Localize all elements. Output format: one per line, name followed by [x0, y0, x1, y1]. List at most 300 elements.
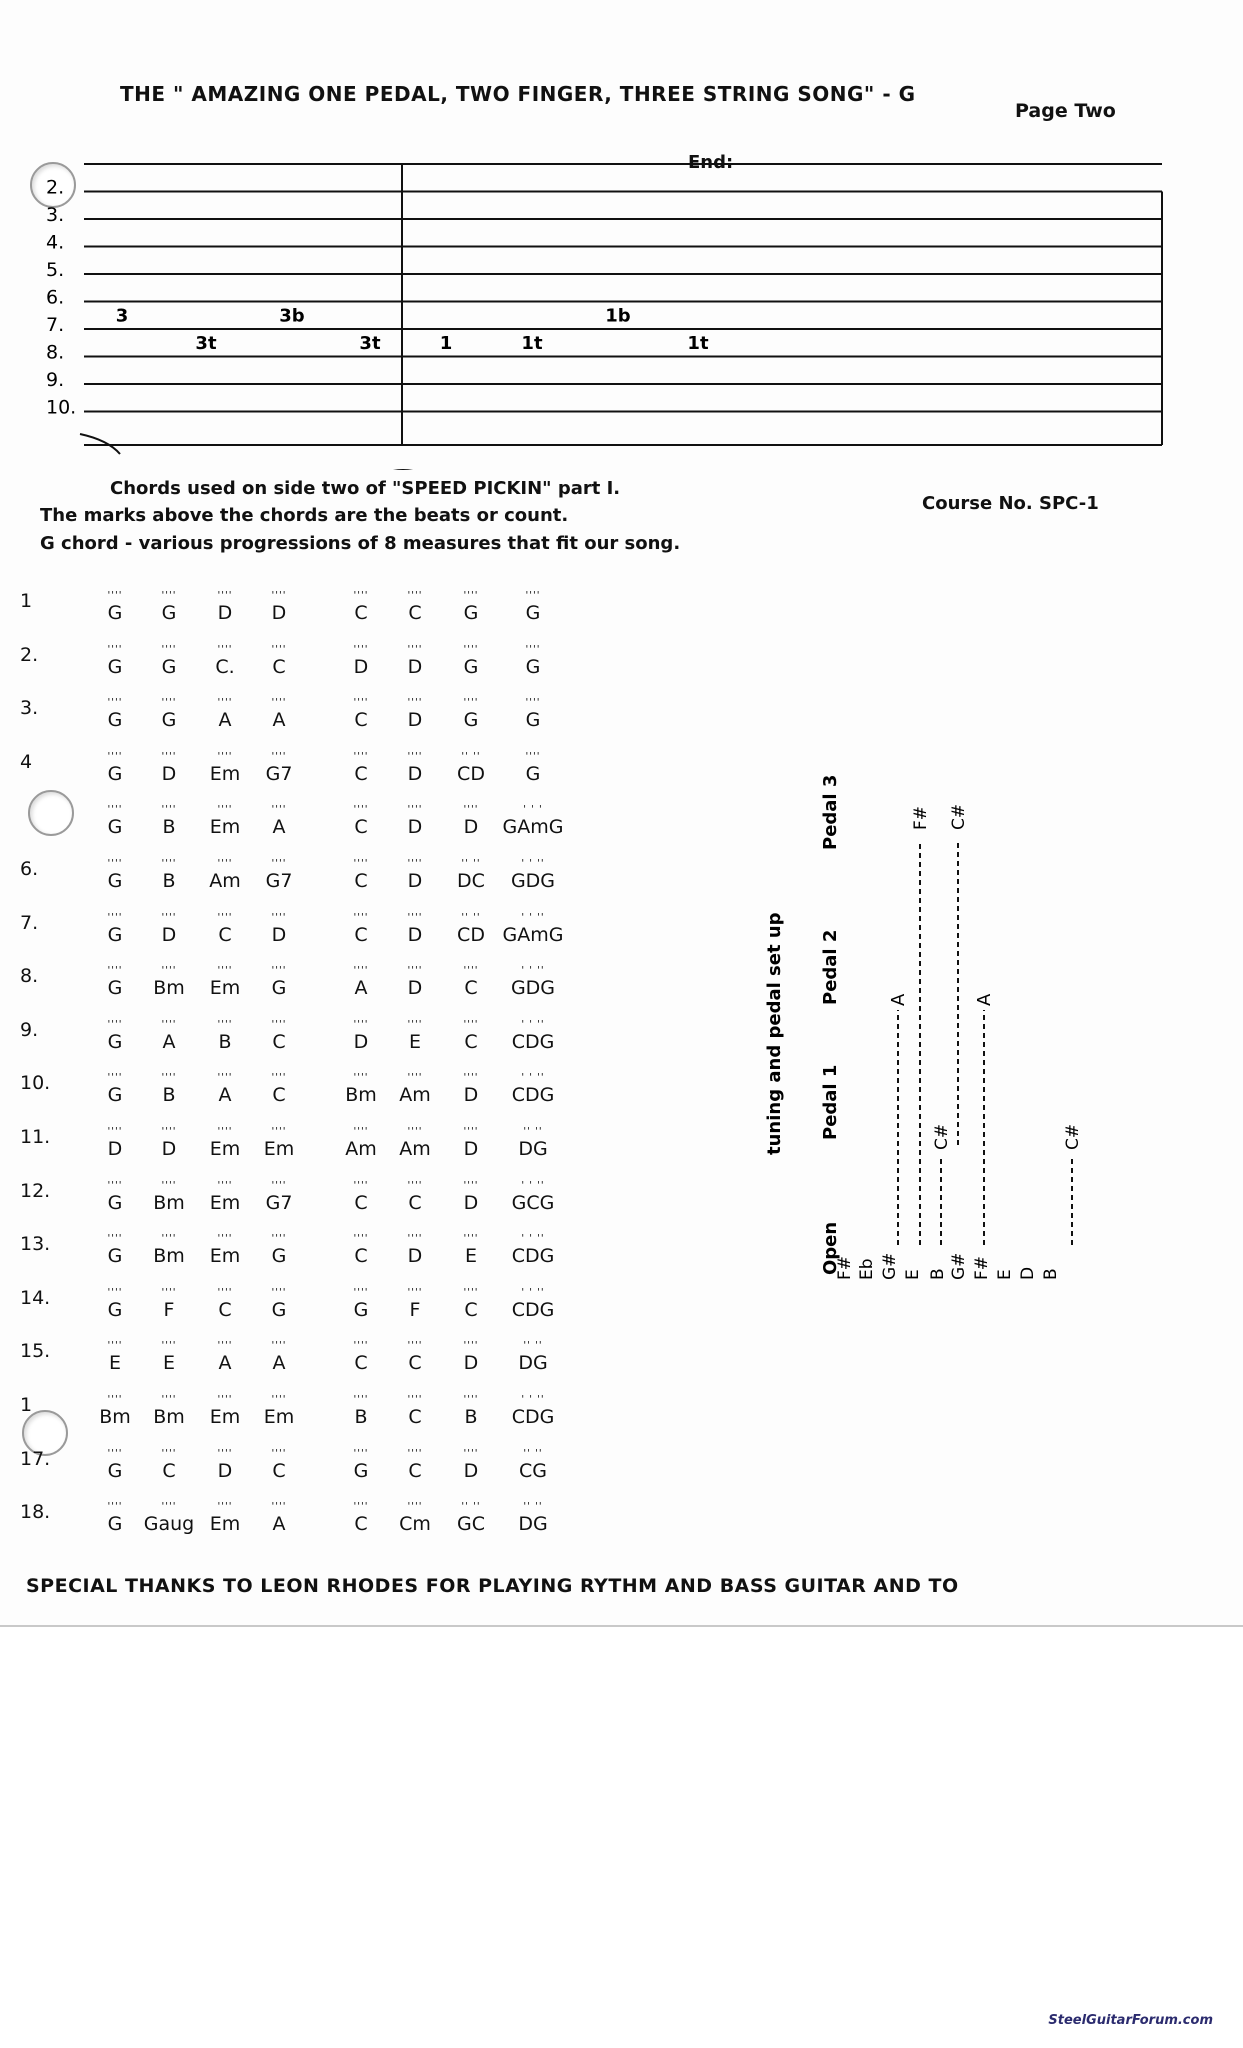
end-label: End:: [688, 152, 734, 173]
beat-marks: '''': [271, 1018, 287, 1030]
beat-marks: '''': [353, 1233, 369, 1245]
beat-marks: '''': [217, 911, 233, 923]
chord-name: Em: [209, 1137, 241, 1160]
beat-marks: ' ' '': [521, 911, 545, 923]
chord-name: C: [354, 602, 368, 624]
chord-name: GC: [457, 1513, 485, 1536]
beat-marks: '''': [161, 1072, 177, 1084]
beat-marks: '''': [271, 1179, 287, 1191]
chord-name: Em: [209, 816, 241, 839]
chord: [248, 965, 310, 999]
chord: [248, 1072, 310, 1106]
chord-name: D: [463, 1137, 479, 1160]
beat-marks: '''': [107, 1125, 123, 1137]
chord-name: G: [107, 1245, 123, 1268]
beat-marks: '''': [161, 965, 177, 977]
row-number: 2.: [20, 643, 39, 666]
tuning-string-name: E: [995, 1269, 1015, 1280]
chord-name: CDG: [511, 1298, 555, 1321]
string-number: 2.: [46, 176, 65, 199]
beat-marks: '''': [271, 857, 287, 869]
chord-name: C: [464, 1030, 478, 1053]
beat-marks: '''': [107, 1072, 123, 1084]
tab-note: 3: [115, 305, 129, 327]
chord-name: G: [107, 1030, 123, 1053]
chord: [502, 858, 564, 892]
chord-name: B: [162, 1084, 176, 1107]
chord: [194, 644, 256, 678]
chord-name: G: [107, 602, 123, 624]
beat-marks: '''': [407, 1072, 423, 1084]
chord-name: G7: [265, 1191, 293, 1214]
chord: [138, 644, 200, 678]
chord-name: GAmG: [502, 923, 564, 946]
chord-name: A: [272, 709, 286, 732]
beat-marks: '''': [353, 750, 369, 762]
beat-marks: '''': [271, 911, 287, 923]
chord: [330, 1340, 392, 1374]
beat-marks: '''': [407, 1125, 423, 1137]
chord: [194, 1126, 256, 1160]
chord: [330, 644, 392, 678]
beat-marks: '''': [217, 1233, 233, 1245]
row-number: 3.: [20, 697, 39, 720]
chord: [384, 912, 446, 946]
beat-marks: '''': [463, 643, 479, 655]
chord-name: A: [354, 977, 368, 1000]
chord-name: Cm: [399, 1513, 431, 1536]
beat-marks: '''': [217, 1072, 233, 1084]
beat-marks: '''': [407, 1018, 423, 1030]
chord-name: F: [409, 1298, 421, 1321]
chord: [248, 1501, 310, 1535]
tab-note: 1t: [521, 333, 543, 354]
beat-marks: '''': [217, 857, 233, 869]
chord: [502, 590, 564, 624]
chord-name: CD: [457, 923, 485, 946]
pedal-result-label: A: [888, 993, 909, 1006]
chord-name: C: [272, 655, 286, 678]
chord-name: G: [161, 602, 177, 624]
chord-name: Bm: [345, 1084, 377, 1107]
beat-marks: '''': [463, 1179, 479, 1191]
chord: [194, 751, 256, 785]
beat-marks: '''': [107, 590, 123, 601]
chord-name: D: [463, 1084, 479, 1107]
chord-name: Em: [209, 1405, 241, 1428]
beat-marks: '''': [161, 1340, 177, 1352]
beat-marks: '''': [271, 697, 287, 709]
beat-marks: ' ' '': [521, 965, 545, 977]
row-number: 14.: [20, 1286, 51, 1309]
chord-name: B: [464, 1405, 478, 1428]
chord-name: Em: [209, 762, 241, 785]
beat-marks: ' ' '': [521, 1286, 545, 1298]
chord: [502, 1501, 564, 1535]
chord-name: B: [218, 1030, 232, 1053]
chord: [194, 1072, 256, 1106]
chord: [330, 804, 392, 838]
beat-marks: '''': [525, 697, 541, 709]
chord-name: A: [218, 1352, 232, 1375]
beat-marks: '''': [525, 750, 541, 762]
chord-name: D: [107, 1137, 123, 1160]
chord-name: F: [163, 1298, 175, 1321]
beat-marks: '''': [271, 1447, 287, 1459]
tablature-staff: [0, 150, 1243, 470]
chord-name: D: [407, 869, 423, 892]
binder-hole-middle: [28, 790, 74, 836]
beat-marks: '''': [353, 1501, 369, 1513]
row-number: 1: [20, 590, 33, 612]
beat-marks: '''': [463, 1286, 479, 1298]
beat-marks: '''': [407, 1447, 423, 1459]
chord: [440, 1019, 502, 1053]
tuning-string-name: F#: [835, 1255, 855, 1280]
page-number: Page Two: [1015, 100, 1116, 122]
chord-name: D: [161, 762, 177, 785]
beat-marks: '''': [271, 804, 287, 816]
row-number: 11.: [20, 1125, 51, 1148]
chord: [502, 804, 564, 838]
chord-name: A: [272, 1352, 286, 1375]
beat-marks: '''': [407, 804, 423, 816]
chord: [84, 1072, 146, 1106]
chord: [330, 1448, 392, 1482]
chord-name: C: [162, 1459, 176, 1482]
beat-marks: '''': [271, 590, 287, 601]
tab-string-numbers: [46, 177, 76, 419]
tuning-string-name: D: [1018, 1266, 1038, 1280]
chord-name: Am: [399, 1137, 431, 1160]
chord-name: G: [525, 762, 541, 785]
pedal-result-label: C#: [932, 1123, 952, 1150]
beat-marks: '''': [217, 643, 233, 655]
pedal-result-label: C#: [1063, 1123, 1083, 1150]
chord: [248, 590, 310, 624]
beat-marks: '''': [161, 1179, 177, 1191]
chord-name: GDG: [510, 977, 556, 1000]
chord-name: C: [354, 816, 368, 839]
chord: [440, 1394, 502, 1428]
chord-name: GDG: [510, 869, 556, 892]
string-number: 4.: [46, 231, 65, 254]
chord: [84, 1233, 146, 1267]
beat-marks: '''': [161, 1447, 177, 1459]
tuning-column-header: Open: [820, 1221, 841, 1275]
beat-marks: '''': [525, 643, 541, 655]
beat-marks: '''': [353, 1340, 369, 1352]
row-number: 9.: [20, 1018, 39, 1041]
intro-line-2: The marks above the chords are the beats or count.: [40, 505, 569, 526]
chord-name: D: [161, 1137, 177, 1160]
tab-note: 3t: [359, 333, 381, 354]
chord-name: C: [354, 869, 368, 892]
string-number: 6.: [46, 286, 65, 309]
chord-name: Am: [399, 1084, 431, 1107]
chord-name: Bm: [99, 1405, 131, 1428]
chord-name: DG: [518, 1352, 548, 1375]
chord: [384, 1072, 446, 1106]
beat-marks: '''': [217, 1179, 233, 1191]
chord-name: G7: [265, 869, 293, 892]
chord-name: B: [162, 869, 176, 892]
beat-marks: '''': [353, 697, 369, 709]
chord-name: C: [354, 762, 368, 785]
chord-name: G: [271, 977, 287, 1000]
beat-marks: '''': [107, 1501, 123, 1513]
chord: [138, 697, 200, 731]
chord-name: B: [162, 816, 176, 839]
chord: [384, 965, 446, 999]
tuning-heading: tuning and pedal set up: [764, 912, 785, 1155]
beat-marks: '''': [161, 1233, 177, 1245]
beat-marks: '''': [353, 643, 369, 655]
chord-name: B: [354, 1405, 368, 1428]
chord-name: G: [107, 816, 123, 839]
beat-marks: '''': [407, 1340, 423, 1352]
chord: [138, 1126, 200, 1160]
chord: [384, 804, 446, 838]
beat-marks: '' '': [461, 911, 481, 923]
chord-name: C: [408, 1459, 422, 1482]
chord-name: D: [407, 1245, 423, 1268]
tuning-column-header: Pedal 2: [820, 929, 841, 1005]
chord-name: CG: [519, 1459, 547, 1482]
beat-marks: '''': [353, 1072, 369, 1084]
chord-name: Em: [209, 1513, 241, 1536]
chord: [330, 1394, 392, 1428]
beat-marks: '' '': [461, 750, 481, 762]
chord: [194, 590, 256, 624]
beat-marks: '''': [407, 1233, 423, 1245]
chord-name: Bm: [153, 977, 185, 1000]
chord: [330, 1126, 392, 1160]
chord: [84, 804, 146, 838]
chord: [502, 1126, 564, 1160]
row-number: 10.: [20, 1072, 51, 1095]
pedal-result-label: C#: [949, 803, 969, 830]
beat-marks: '''': [353, 1393, 369, 1405]
chord-name: G: [353, 1459, 369, 1482]
chord-name: G: [525, 602, 541, 624]
chord-name: Bm: [153, 1245, 185, 1268]
beat-marks: ' ' '': [521, 1393, 545, 1405]
chord: [440, 590, 502, 624]
chord: [248, 1019, 310, 1053]
chord: [248, 697, 310, 731]
chord: [440, 1287, 502, 1321]
tuning-string-name: B: [1041, 1268, 1061, 1280]
chord: [440, 644, 502, 678]
chord-name: A: [218, 709, 232, 732]
beat-marks: ' ' '': [521, 857, 545, 869]
chord: [194, 912, 256, 946]
chord: [330, 1072, 392, 1106]
chord: [84, 1287, 146, 1321]
tab-note: 3t: [195, 333, 217, 354]
beat-marks: '''': [353, 965, 369, 977]
chord: [330, 1287, 392, 1321]
chord-name: D: [407, 977, 423, 1000]
tuning-string-name: Eb: [857, 1258, 877, 1280]
chord: [84, 965, 146, 999]
chord: [502, 1233, 564, 1267]
beat-marks: '''': [525, 590, 541, 601]
chord-name: D: [407, 762, 423, 785]
chord-name: D: [217, 602, 233, 624]
beat-marks: '''': [463, 1018, 479, 1030]
chord-name: CDG: [511, 1405, 555, 1428]
chord-name: G: [107, 1459, 123, 1482]
chord-name: E: [408, 1030, 421, 1053]
chord-name: Em: [209, 1191, 241, 1214]
chord: [384, 644, 446, 678]
chord: [384, 1019, 446, 1053]
chord: [440, 751, 502, 785]
chord: [138, 858, 200, 892]
chord: [248, 1448, 310, 1482]
chord: [384, 590, 446, 624]
beat-marks: '''': [463, 1340, 479, 1352]
tuning-column-header: Pedal 3: [820, 774, 841, 850]
chord-name: C: [272, 1030, 286, 1053]
tuning-string-name: E: [903, 1269, 923, 1280]
beat-marks: '''': [407, 1501, 423, 1513]
chord: [84, 1340, 146, 1374]
tab-note: 1: [439, 333, 453, 354]
tab-lines: [84, 164, 1162, 445]
chord-name: C: [408, 1352, 422, 1375]
chord-name: D: [407, 655, 423, 678]
chord-name: D: [463, 1352, 479, 1375]
chord-name: D: [407, 709, 423, 732]
chord-name: GCG: [511, 1191, 555, 1214]
chord: [138, 1501, 200, 1535]
beat-marks: '''': [463, 804, 479, 816]
beat-marks: '''': [107, 1233, 123, 1245]
string-number: 7.: [46, 314, 65, 336]
beat-marks: '''': [407, 1393, 423, 1405]
beat-marks: '''': [161, 1018, 177, 1030]
chord-name: Em: [209, 1245, 241, 1268]
beat-marks: '''': [217, 1501, 233, 1513]
beat-marks: '''': [217, 1393, 233, 1405]
chord-name: G: [107, 1191, 123, 1214]
chord-name: G: [107, 1513, 123, 1536]
beat-marks: '''': [353, 590, 369, 601]
chord: [248, 751, 310, 785]
beat-marks: '''': [217, 1447, 233, 1459]
chord-name: C.: [215, 655, 235, 678]
chord-name: CD: [457, 762, 485, 785]
chord-name: C: [354, 1352, 368, 1375]
chord-name: G: [107, 709, 123, 732]
chord-name: C: [218, 1298, 232, 1321]
chord: [440, 1180, 502, 1214]
chord-name: DC: [457, 869, 485, 892]
chord: [248, 912, 310, 946]
chord: [248, 1180, 310, 1214]
chord: [440, 697, 502, 731]
row-number: 8.: [20, 965, 39, 988]
beat-marks: '''': [107, 1018, 123, 1030]
beat-marks: '''': [353, 1018, 369, 1030]
chord: [384, 1287, 446, 1321]
chord-name: C: [408, 602, 422, 624]
beat-marks: '' '': [523, 1501, 543, 1513]
chord: [384, 1126, 446, 1160]
chord-name: A: [272, 816, 286, 839]
beat-marks: '''': [271, 1233, 287, 1245]
beat-marks: '''': [407, 857, 423, 869]
beat-marks: '''': [271, 750, 287, 762]
beat-marks: '''': [271, 1125, 287, 1137]
chord-name: Bm: [153, 1191, 185, 1214]
beat-marks: '''': [107, 804, 123, 816]
beat-marks: '''': [217, 965, 233, 977]
beat-marks: ' ' '': [521, 1233, 545, 1245]
chord: [194, 1180, 256, 1214]
chord: [138, 751, 200, 785]
chord-name: GAmG: [502, 816, 564, 839]
course-number: Course No. SPC-1: [922, 493, 1099, 514]
page-title: THE " AMAZING ONE PEDAL, TWO FINGER, THREE STRING SONG" - G: [120, 82, 916, 106]
row-number: 7.: [20, 911, 39, 934]
chord-name: Em: [263, 1405, 295, 1428]
beat-marks: '''': [407, 697, 423, 709]
chord: [84, 644, 146, 678]
chord-name: D: [463, 816, 479, 839]
beat-marks: '''': [271, 1286, 287, 1298]
beat-marks: '''': [107, 1179, 123, 1191]
beat-marks: '''': [217, 1018, 233, 1030]
chord: [194, 1501, 256, 1535]
chord-name: G: [353, 1298, 369, 1321]
string-number: 10.: [46, 396, 77, 419]
chord: [502, 965, 564, 999]
chord-name: G: [107, 923, 123, 946]
beat-marks: '' '': [461, 1501, 481, 1513]
footer-text: SPECIAL THANKS TO LEON RHODES FOR PLAYING RYTHM AND BASS GUITAR AND TO: [26, 1575, 959, 1597]
beat-marks: '''': [353, 1447, 369, 1459]
beat-marks: '' '': [523, 1447, 543, 1459]
chord-name: Em: [263, 1137, 295, 1160]
chord-name: G: [107, 1298, 123, 1321]
chord-name: E: [162, 1352, 175, 1375]
chord: [138, 1287, 200, 1321]
beat-marks: ' ' ': [523, 804, 543, 816]
chord: [194, 1394, 256, 1428]
beat-marks: '''': [107, 1340, 123, 1352]
intro-line-1: Chords used on side two of "SPEED PICKIN" part I.: [110, 478, 621, 499]
chord: [502, 1287, 564, 1321]
beat-marks: '''': [353, 857, 369, 869]
beat-marks: '''': [463, 1393, 479, 1405]
beat-marks: '''': [407, 911, 423, 923]
beat-marks: '''': [463, 697, 479, 709]
chord: [84, 590, 146, 624]
chord: [502, 1448, 564, 1482]
chord: [330, 697, 392, 731]
chord-name: G: [463, 602, 479, 624]
chord: [440, 1233, 502, 1267]
beat-marks: '''': [407, 643, 423, 655]
chord-name: D: [271, 602, 287, 624]
beat-marks: '''': [407, 965, 423, 977]
chord-name: G7: [265, 762, 293, 785]
chord: [138, 1448, 200, 1482]
